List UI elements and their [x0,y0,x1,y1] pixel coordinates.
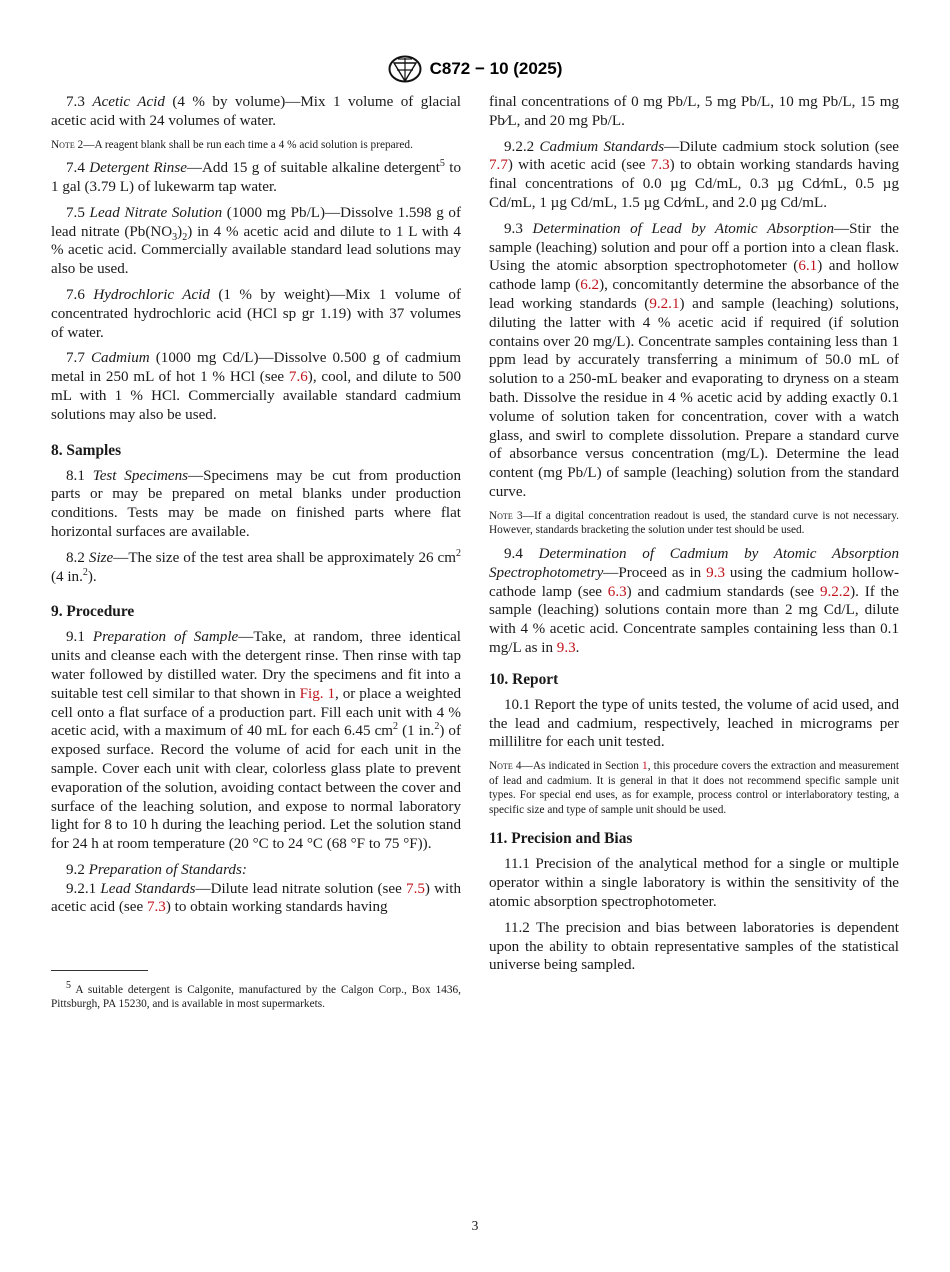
section-7-5: 7.5 Lead Nitrate Solution (1000 mg Pb/L)—Dissolve 1.598 g of lead nitrate $(Pb(NO_3)_2)$ in 4 % acetic acid and dilute to 1 L with 4 % acetic acid. Commercially available standard lead solutions may also be used. [51,204,461,278]
note-4: Note 4—As indicated in Section 1, this procedure covers the extraction and measurement of lead and cadmium. It is general in that it does not recommend specific sample unit types. For special end uses, as for example, process control or interlaboratory testing, a specific size and type of sample unit should be used. [489,760,899,816]
footnote-5: $^5$ A suitable detergent is Calgonite, manufactured by the Calgon Corp., Box 1436, Pittsburgh, PA 15230, and is available in most supermarkets. [51,980,461,1011]
page-number: 3 [471,1218,479,1233]
xref-6-3[interactable]: 6.3 [607,583,627,600]
xref-6-1[interactable]: 6.1 [798,258,818,275]
section-9-4: 9.4 Determination of Cadmium by Atomic Absorption Spectrophotometry—Proceed as in 9.3 using the cadmium hollow-cathode lamp (see 6.3) and cadmium standards (see 9.2.2). If the sample (leaching) solutions contain more than 2 mg Cd/L, dilute with 4 % acetic acid. Concentrate samples containing less than 0.1 mg/L as in 9.3. [489,545,900,656]
section-9-2: 9.2 Preparation of Standards: [66,861,247,878]
xref-9-3[interactable]: 9.3 [706,564,725,581]
xref-9-3[interactable]: 9.3 [556,639,576,656]
xref-7-3[interactable]: 7.3 [146,899,166,916]
section-7-4: 7.4 Detergent Rinse—Add 15 g of suitable alkaline detergent$^5$ to 1 gal (3.79 L) of lukewarm tap water. [51,158,462,195]
section-7-6: 7.6 Hydrochloric Acid (1 % by weight)—Mix 1 volume of concentrated hydrochloric acid (HCl sp gr 1.19) with 37 volumes of water. [51,286,461,341]
xref-7-5[interactable]: 7.5 [406,880,425,897]
xref-7-3[interactable]: 7.3 [650,157,670,174]
heading-samples: 8. Samples [51,441,122,459]
footnote-ref-5[interactable]: 5 [439,158,445,170]
xref-7-6[interactable]: 7.6 [288,369,308,386]
standard-designation: C872 − 10 (2025) [429,59,563,78]
section-9-1: 9.1 Preparation of Sample—Take, at random, three identical units and cleanse each with the detergent rinse. Then rinse with tap water followed by distilled water. Dry the specimens and fit into a suitable test cell similar to that shown in Fig. 1, or place a weighted cell onto a flat surface of a production part. Fill each unit with 4 % acetic acid, with a maximum of 40 mL for each 6.45 $cm^2$ (1 in.$^2$) of exposed surface. Record the volume of acid for each unit in the sample. Cover each unit with clear, colorless glass plate to prevent evaporation of the solution, avoiding contact between the cover and surface of the leaching solution, and expose to normal laboratory light for 8 to 10 h during the leaching period. Let the solution stand for 24 h at room temperature (20 °C to 24 °C (68 °F to 75 °F)). [51,629,462,853]
xref-9-2-1[interactable]: 9.2.1 [649,295,680,312]
section-9-2-1-tail: final concentrations of 0 mg Pb/L, 5 mg Pb/L, 10 mg Pb/L, 15 mg Pb⁄L, and 20 mg Pb/L. [489,94,899,129]
section-9-2-1-continued [489,93,899,131]
section-8-2: 8.2 Size—The size of the test area shall be approximately 26 $cm^2$ (4 in.$^2$). [51,547,462,585]
section-11-1: 11.1 Precision of the analytical method for a single or multiple operator within a single laboratory is within the sensitivity of the atomic absorption spectrophotometer. [489,856,899,911]
section-9-3: 9.3 Determination of Lead by Atomic Absorption—Stir the sample (leaching) solution and pour off a portion into a clean flask. Using the atomic absorption spectrophotometer (6.1) and hollow cathode lamp (6.2), concomitantly determine the absorbance of the lead working standards (9.2.1) and sample (leaching) solutions, diluting the latter with 4 % acetic acid if required (if solution contains over 20 mg/L). Concentrate samples containing less than 1 ppm lead by accurately transferring a minimum of 50.0 mL of solution to a 250-mL beaker and evaporating to dryness on a steam bath. Dissolve the residue in 4 % acetic acid by adding exactly 0.1 volume of solution taken for concentration, cover with a watch glass, and swirl to complete dissolution. Prepare a standard curve of absorbance versus concentration (mg/L). Determine the lead content (mg Pb/L) of sample (leaching) solution from the standard curve. [489,220,899,500]
section-10-1: 10.1 Report the type of units tested, the volume of acid used, and the lead and cadmium, respectively, leached in micrograms per millilitre for each unit tested. [489,696,899,751]
left-column [51,93,461,917]
section-9-2-1-continued-left: ) to obtain working standards having [165,899,388,916]
section-9-2-1: 9.2.1 Lead Standards—Dilute lead nitrate solution (see 7.5) with acetic acid (see 7.3) to obtain working standards having [51,880,461,916]
section-7-7: 7.7 Cadmium (1000 mg Cd/L)—Dissolve 0.500 g of cadmium metal in 250 mL of hot 1 % HCl (see 7.6), cool, and dilute to 500 mL with 1 % HCl. Commercially available standard cadmium solutions may also be used. [51,350,461,423]
note-3: Note 3—If a digital concentration readout is used, the standard curve is not necessary. However, standards bracketing the solution under test should be used. [489,509,899,537]
xref-6-2[interactable]: 6.2 [580,277,600,294]
heading-report: 10. Report [489,670,559,688]
section-7-3: 7.3 Acetic Acid (4 % by volume)—Mix 1 volume of glacial acetic acid with 24 volumes of water. [51,94,461,129]
page-header [0,56,950,82]
section-8-1: 8.1 Test Specimens—Specimens may be cut from production parts or may be prepared on metal blanks under production conditions. Tests may be made on finished parts where flat horizontal surfaces are available. [51,467,462,540]
heading-precision-bias: 11. Precision and Bias [489,830,633,848]
right-column [489,93,899,982]
xref-fig-1[interactable]: Fig. 1 [299,685,336,702]
xref-7-7[interactable]: 7.7 [489,157,508,174]
astm-logo-icon [388,55,422,83]
xref-section-1[interactable]: 1 [642,760,648,773]
heading-procedure: 9. Procedure [51,603,135,621]
section-11-2: 11.2 The precision and bias between laboratories is dependent upon the ability to obtain representative samples of the statistical universe being sampled. [489,919,899,974]
note-2: Note 2—A reagent blank shall be run each time a 4 % acid solution is prepared. [51,138,413,151]
section-9-2-2: 9.2.2 Cadmium Standards—Dilute cadmium stock solution (see 7.7) with acetic acid (see 7.3) to obtain working standards having final concentrations of 0.0 µg Cd/mL, 0.3 µg Cd⁄mL, 0.5 µg Cd/mL, 1 µg Cd/mL, 1.5 µg Cd⁄mL, and 2.0 µg Cd/mL. [489,138,899,211]
footnote-divider [51,970,148,971]
xref-9-2-2[interactable]: 9.2.2 [819,583,851,600]
